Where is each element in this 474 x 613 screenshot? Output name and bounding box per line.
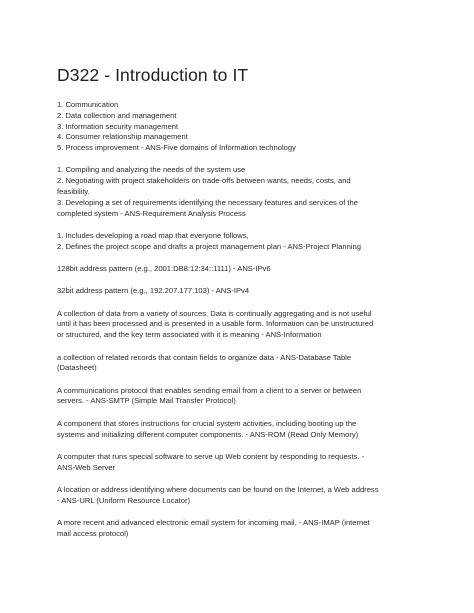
paragraph (57, 264, 427, 275)
text-line: 128bit address pattern (e.g., 2001:DB8:12:34::1111) - ANS-IPv6 (57, 264, 271, 274)
text-line: (Datasheet) (57, 363, 97, 373)
text-line: - ANS-URL (Uniform Resource Locator) (57, 495, 191, 505)
paragraph (57, 518, 427, 540)
text-line: or structured, and the key term associated with it is meaning - ANS-Information (57, 330, 322, 340)
text-line: A location or address identifying where documents can be found on the Internet, a Web address (57, 484, 379, 494)
text-line: servers. - ANS-SMTP (Simple Mail Transfer Protocol) (57, 396, 236, 406)
document-title: D322 - Introduction to IT (57, 65, 249, 85)
text-line: 1. Compiling and analyzing the needs of the system use (57, 165, 246, 175)
text-line: A communications protocol that enables sending email from a client to a server or between (57, 385, 362, 395)
paragraph (57, 485, 427, 507)
text-line: A computer that runs special software to serve up Web content by responding to requests. - (57, 451, 365, 461)
text-line: completed system - ANS-Requirement Analysis Process (57, 208, 246, 218)
paragraph (57, 353, 427, 375)
text-line: 32bit address pattern (e.g., 192.207.177.103) - ANS-IPv4 (57, 286, 250, 296)
text-line: A more recent and advanced electronic email system for incoming mail. - ANS-IMAP (internet (57, 518, 370, 528)
text-line: mail access protocol) (57, 528, 129, 538)
paragraph (57, 386, 427, 408)
text-line: 2. Negotiating with project stakeholders on trade-offs between wants, needs, costs, and (57, 176, 351, 186)
document-page (57, 64, 427, 551)
text-line: a collection of related records that contain fields to organize data - ANS-Database Table (57, 352, 352, 362)
paragraph (57, 231, 427, 253)
document-body (57, 100, 427, 540)
text-line: 1. Includes developing a road map that everyone follows, (57, 230, 249, 240)
paragraph (57, 286, 427, 297)
paragraph (57, 452, 427, 474)
paragraph (57, 165, 427, 219)
text-line: 1. Communication (57, 100, 119, 109)
text-line: 3. Developing a set of requirements identifying the necessary features and services of the (57, 197, 358, 207)
paragraph (57, 100, 427, 154)
text-line: A component that stores instructions for crucial system activities, including booting up the (57, 418, 357, 428)
text-line: systems and initializing different computer components. - ANS-ROM (Read Only Memory) (57, 429, 359, 439)
text-line: until it has been processed and is presented in a usable form. Information can be unstructured (57, 319, 374, 329)
text-line: 5. Process improvement - ANS-Five domains of Information technology (57, 143, 296, 153)
paragraph (57, 309, 427, 341)
text-line: feasibility. (57, 187, 90, 197)
text-line: ANS-Web Server (57, 462, 116, 472)
text-line: 3. Information security management (57, 121, 179, 131)
text-line: 2. Data collection and management (57, 110, 177, 120)
text-line: A collection of data from a variety of sources. Data is continually aggregating and is not useful (57, 308, 372, 318)
paragraph (57, 419, 427, 441)
text-line: 4. Consumer relationship management (57, 132, 188, 142)
text-line: 2. Defines the project scope and drafts a project management plan - ANS-Project Planning (57, 241, 361, 251)
